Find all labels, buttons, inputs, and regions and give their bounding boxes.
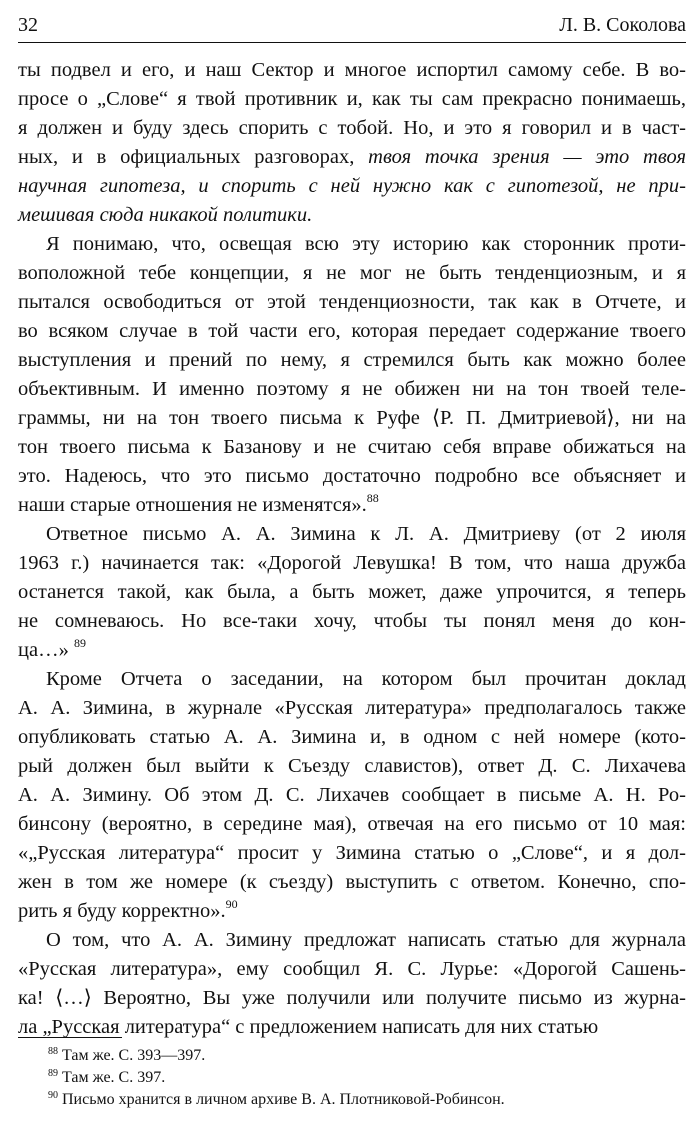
footnote (48, 1045, 505, 1067)
text-run: наши старые отношения не изменятся». (18, 494, 367, 516)
page-number: 32 (18, 14, 38, 36)
footnote-number: 90 (48, 1090, 58, 1101)
text-line: опубликовать статью А. А. Зимина и, в одном с ней номере (кото- (18, 726, 686, 748)
text-line (18, 491, 686, 520)
text-line: Кроме Отчета о заседании, на котором был прочитан доклад (46, 668, 686, 690)
text-line: Ответное письмо А. А. Зимина к Л. А. Дмитриеву (от 2 июля (46, 523, 686, 545)
header-rule (18, 42, 686, 43)
footnote-rule (18, 1037, 122, 1038)
text-line: жен в том же номере (к съезду) выступить с ответом. Конечно, спо- (18, 871, 686, 893)
text-line: А. А. Зимину. Об этом Д. С. Лихачев сообщает в письме А. Н. Ро- (18, 784, 686, 806)
italic-run: мешивая сюда никакой политики. (18, 204, 313, 226)
italic-run: научная гипотеза, и спорить с ней нужно как с гипотезой, не при- (18, 175, 686, 197)
text-run: ца…» (18, 639, 74, 661)
text-line: «„Русская литература“ просит у Зимина статью о „Слове“, и я дол- (18, 842, 686, 864)
text-line: бинсону (вероятно, в середине мая), отвечая на его письмо от 10 мая: (18, 813, 686, 835)
italic-run: твоя точка зрения — это твоя (368, 146, 686, 168)
text-line: воположной тебе концепции, я не мог не быть тенденциозным, и я (18, 262, 686, 284)
text-line (18, 143, 686, 172)
footnote-ref[interactable]: 88 (366, 491, 379, 505)
footnote (48, 1067, 505, 1089)
running-head: Л. В. Соколова (559, 14, 686, 36)
text-line: «Русская литература», ему сообщил Я. С. Лурье: «Дорогой Сашень- (18, 958, 686, 980)
paragraph (18, 665, 686, 926)
text-line: 1963 г.) начинается так: «Дорогой Левушка! В том, что наша дружба (18, 552, 686, 574)
text-line (18, 897, 686, 926)
paragraph (18, 520, 686, 665)
text-line: Я понимаю, что, освещая всю эту историю как сторонник проти- (46, 233, 686, 255)
paragraph (18, 230, 686, 520)
footnote-ref[interactable]: 90 (225, 897, 238, 911)
text-run: ных, и в официальных разговорах, (18, 146, 369, 168)
text-line: останется такой, как была, а быть может, даже упрочится, я теперь (18, 581, 686, 603)
footnote-text: Там же. С. 393—397. (62, 1047, 206, 1064)
text-line: граммы, ни на тон твоего письма к Руфе ⟨Р. П. Дмитриевой⟩, ни на (18, 407, 686, 429)
text-line: объективным. И именно поэтому я не обижен ни на тон твоей теле- (18, 378, 686, 400)
text-line: ты подвел и его, и наш Сектор и многое испортил самому себе. В во- (18, 59, 686, 81)
text-line: пытался освободиться от этой тенденциозности, так как в Отчете, и (18, 291, 686, 313)
text-line: тон твоего письма к Базанову и не считаю себя вправе обижаться на (18, 436, 686, 458)
text-line: это. Надеюсь, что это письмо достаточно подробно все объясняет и (18, 465, 686, 487)
text-line: я должен и буду здесь спорить с тобой. Но, и это я говорил и в част- (18, 117, 686, 139)
text-run: рить я буду корректно». (18, 900, 226, 922)
body-text (18, 56, 686, 1042)
text-line: А. А. Зимина, в журнале «Русская литература» предполагалось также (18, 697, 686, 719)
paragraph (18, 56, 686, 230)
text-line (18, 172, 686, 201)
footnote-number: 88 (48, 1046, 58, 1057)
text-line: просе о „Слове“ я твой противник и, как ты сам прекрасно понимаешь, (18, 88, 686, 110)
text-line: О том, что А. А. Зимину предложат написать статью для журнала (46, 929, 686, 951)
text-line: выступления и прений по нему, я стремился быть как можно более (18, 349, 686, 371)
page-header (18, 14, 686, 40)
paragraph (18, 926, 686, 1042)
text-line: во всяком случае в той части его, которая передает содержание твоего (18, 320, 686, 342)
footnote-ref[interactable]: 89 (73, 636, 86, 650)
footnote-number: 89 (48, 1068, 58, 1079)
footnotes (48, 1045, 505, 1111)
text-line: ла „Русская литература“ с предложением написать для них статью (18, 1016, 599, 1038)
text-line: рый должен был выйти к Съезду славистов), ответ Д. С. Лихачева (18, 755, 686, 777)
footnote-text: Там же. С. 397. (62, 1069, 166, 1086)
text-line (18, 636, 686, 665)
text-line: ка! ⟨…⟩ Вероятно, Вы уже получили или получите письмо из журна- (18, 987, 686, 1009)
footnote (48, 1089, 505, 1111)
text-line: не сомневаюсь. Но все-таки хочу, чтобы ты понял меня до кон- (18, 610, 686, 632)
footnote-text: Письмо хранится в личном архиве В. А. Плотниковой-Робинсон. (62, 1091, 505, 1108)
text-line (18, 201, 686, 230)
